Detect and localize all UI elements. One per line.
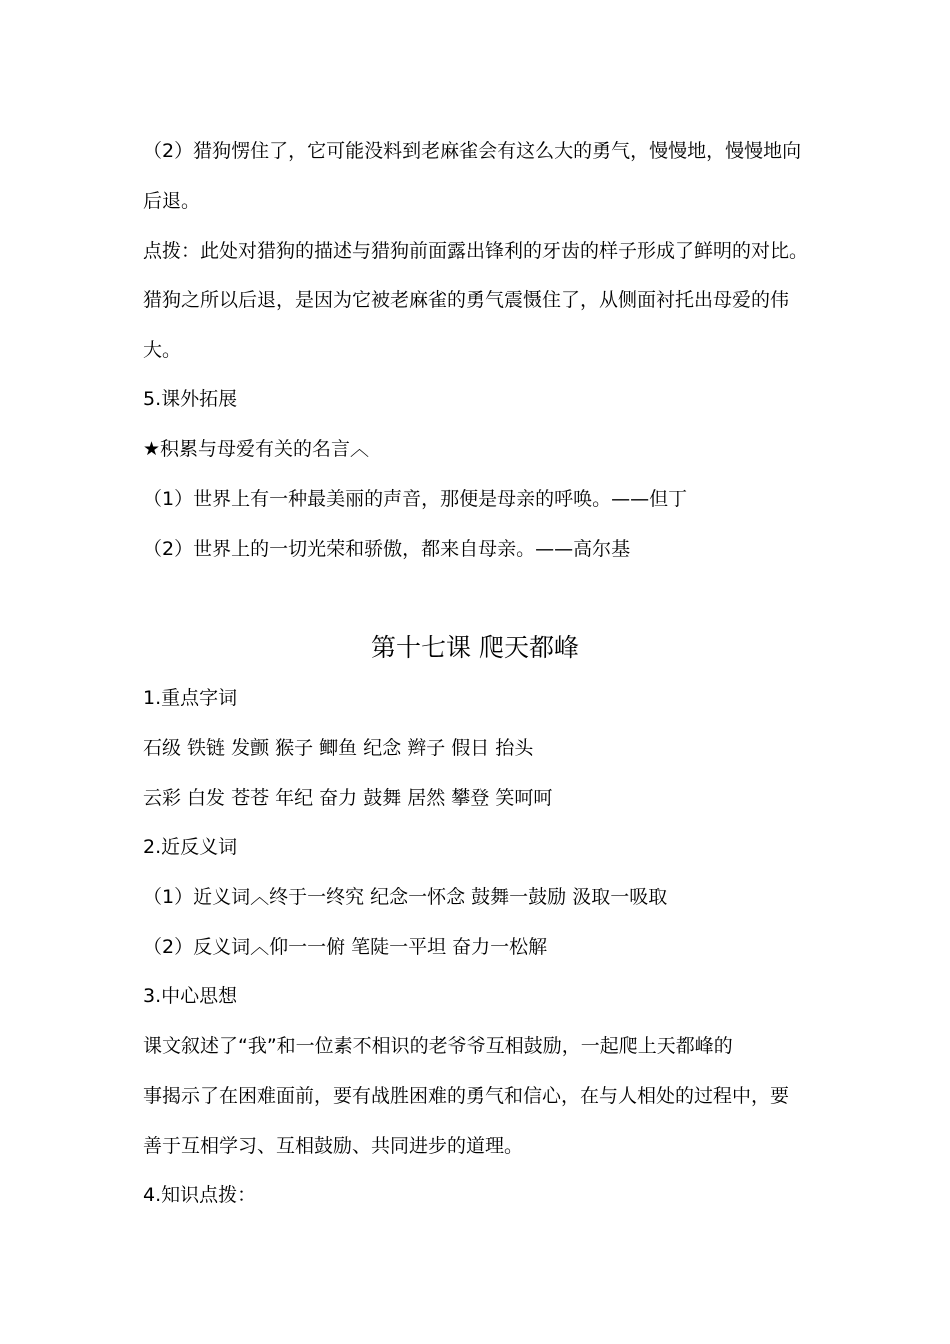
- lesson-title: 第十七课 爬天都峰: [371, 633, 579, 662]
- text-line: 大。: [143, 339, 182, 361]
- text-line: 善于互相学习、互相鼓励、共同进步的道理。: [143, 1135, 524, 1157]
- section-heading: 2.近反义词: [143, 836, 238, 858]
- quote-line: （2）世界上的一切光荣和骄傲，都来自母亲。——高尔基: [143, 538, 631, 560]
- text-line: 猎狗之所以后退，是因为它被老麻雀的勇气震慑住了，从侧面衬托出母爱的伟: [143, 289, 790, 311]
- section-heading: 4.知识点拨：: [143, 1184, 257, 1206]
- vocab-line: 云彩 白发 苍苍 年纪 奋力 鼓舞 居然 攀登 笑呵呵: [143, 787, 553, 809]
- text-line: 课文叙述了“我”和一位素不相识的老爷爷互相鼓励，一起爬上天都峰的: [143, 1035, 733, 1057]
- section-heading: 1.重点字词: [143, 687, 238, 709]
- text-line: 后退。: [143, 190, 201, 212]
- section-heading: 5.课外拓展: [143, 388, 238, 410]
- text-line: 点拨：此处对猎狗的描述与猎狗前面露出锋利的牙齿的样子形成了鲜明的对比。: [143, 240, 809, 262]
- quote-line: （1）世界上有一种最美丽的声音，那便是母亲的呼唤。——但丁: [143, 488, 688, 510]
- text-line: 事揭示了在困难面前，要有战胜困难的勇气和信心，在与人相处的过程中，要: [143, 1085, 790, 1107]
- vocab-line: 石级 铁链 发颤 猴子 鲫鱼 纪念 辫子 假日 抬头: [143, 737, 534, 759]
- text-line: （2）猎狗愣住了，它可能没料到老麻雀会有这么大的勇气，慢慢地，慢慢地向: [143, 140, 802, 162]
- text-line: （2）反义词︿仰一一俯 笔陡一平坦 奋力一松解: [143, 936, 548, 958]
- text-line: ★积累与母爱有关的名言︿: [143, 438, 370, 460]
- text-line: （1）近义词︿终于一终究 纪念一怀念 鼓舞一鼓励 汲取一吸取: [143, 886, 668, 908]
- section-heading: 3.中心思想: [143, 985, 238, 1007]
